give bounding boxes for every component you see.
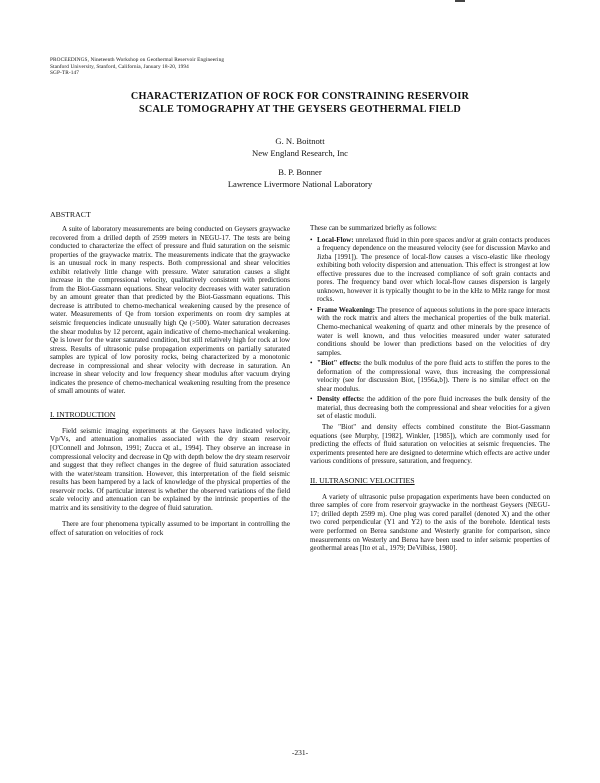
- summary-paragraph: The "Biot" and density effects combined constitute the Biot-Gassmann equations (see Murphy, [1982], Winkler, [1985]), which are commonly used for predicting the effects of fluid saturation on velocities at seismic frequencies. The experiments presented here are designed to determine which effects are active under various conditions of pressure, saturation, and frequency.: [310, 423, 550, 466]
- abstract-heading: ABSTRACT: [50, 210, 91, 219]
- author-2-affiliation: Lawrence Livermore National Laboratory: [227, 179, 373, 189]
- author-2-name: B. P. Bonner: [278, 167, 322, 177]
- bullet-icon: •: [310, 305, 313, 314]
- ultrasonic-paragraph: A variety of ultrasonic pulse propagation experiments have been conducted on three samples of core from reservoir graywacke in the northeast Geysers (NEGU-17; drilled depth 2599 m). One plug was cored parallel (denoted X) and the other two cored perpendicular (Y1 and Y2) to the axis of the borehole. Identical tests were performed on Berea sandstone and Westerly granite for comparison, since measurements on Westerly and Berea have been used to infer seismic properties of geothermal areas [Ito et al., 1979; DeVilbiss, 1980].: [310, 492, 550, 553]
- proceedings-header: [50, 57, 224, 77]
- bullet-term: Density effects:: [317, 395, 365, 404]
- bullet-text: unrelaxed fluid in thin pore spaces and/or at grain contacts produces a frequency dependence on the measured velocity (see for discussion Mavko and Jizba [1991]). The presence of local-flow causes a visco-elastic like rheology exhibiting both velocity dispersion and attenuation. This effect is strongest at low effective pressures due to the increased compliance of soft grain contacts and pores. The frequency band over which local-flow causes dispersion is largely unknown, however it is typically thought to be in the kHz to MHz range for most rocks.: [317, 235, 550, 304]
- proceedings-location: Stanford University, Stanford, California, January 18-20, 1994: [50, 63, 189, 70]
- bullet-text: The presence of aqueous solutions in the pore space interacts with the rock matrix and alters the mechanical properties of the bulk material. Chemo-mechanical weakening of quartz and other minerals by the presence of water is well known, and thus velocities measured under water saturated conditions should be lower than predictions based on the velocities of dry samples.: [317, 305, 550, 357]
- abstract-text: A suite of laboratory measurements are being conducted on Geysers graywacke recovered from a drilled depth of 2599 meters in NEGU-17. The tests are being conducted to characterize the effect of pressure and fluid saturation on the seismic properties of the graywacke matrix. The measurements indicate that the graywacke is an unusual rock in many respects. Both compressional and shear velocities exhibit relatively little change with pressure. Water saturation causes a slight increase in the compressional velocity, qualitatively consistent with predictions from the Biot-Gassmann equations. Shear velocity decreases with water saturation by an amount greater than that predicted by the Biot-Gassmann equations. This decrease is attributed to chemo-mechanical weakening caused by the presence of water. Measurements of Qe from torsion experiments on room dry samples at seismic frequencies indicate unusually high Qe (>500). Water saturation decreases the shear modulus by 12 percent, again indicative of chemo-mechanical weakening. Qe is lower for the water saturated condition, but still relatively high for rock at low stress. Results of ultrasonic pulse propagation experiments on partially saturated samples are typical of low porosity rocks, being characterized by a monotonic decrease in compressional and shear velocity with decrease in saturation. An increase in shear velocity and low frequency shear modulus after vacuum drying indicates the presence of chemo-mechanical weakening resulting from the presence of small amounts of water.: [50, 225, 290, 396]
- bullet-icon: •: [310, 395, 313, 404]
- bullet-density-effects: [310, 395, 550, 421]
- summary-lead: These can be summarized briefly as follows:: [310, 224, 437, 232]
- bullet-text: the addition of the pore fluid increases the bulk density of the material, thus decreasing both the compressional and shear velocities for a given set of elastic moduli.: [317, 395, 550, 421]
- bullet-text: the bulk modulus of the pore fluid acts to stiffen the pores to the deformation of the compressional wave, thus increasing the compressional velocity (see for discussion Biot, [1956a,b]). There is no similar effect on the shear modulus.: [317, 359, 550, 393]
- author-1-affiliation: New England Research, Inc: [252, 148, 348, 158]
- author-1-name: G. N. Boitnott: [275, 136, 325, 146]
- page-number: -231-: [291, 748, 309, 757]
- proceedings-line: PROCEEDINGS, Nineteenth Workshop on Geothermal Reservoir Engineering: [50, 57, 225, 63]
- bullet-term: Local-Flow:: [317, 235, 354, 244]
- introduction-paragraph-1: Field seismic imaging experiments at the Geysers have indicated velocity, Vp/Vs, and attenuation anomalies associated with the dry steam reservoir [O'Connell and Johnson, 1991; Zucca et al., 1994]. They observe an increase in compressional velocity and decrease in Qp with depth below the dry steam reservoir and suggest that they reflect changes in the degree of fluid saturation associated with the water/steam transition. However, this interpretation of the field seismic results has been hampered by a lack of knowledge of the physical properties of the reservoir rocks. Of particular interest is whether the observed variations of the field scale velocity and attenuation can be explained by the intrinsic properties of the matrix and its sensitivity to the degree of fluid saturation.: [50, 426, 290, 512]
- bullet-icon: •: [310, 359, 313, 368]
- right-column: [310, 224, 550, 553]
- bullet-icon: •: [310, 235, 313, 244]
- title-line-1: CHARACTERIZATION OF ROCK FOR CONSTRAINING RESERVOIR: [130, 91, 470, 102]
- ultrasonic-heading: II. ULTRASONIC VELOCITIES: [310, 475, 415, 485]
- report-number: SGP-TR-147: [50, 70, 79, 77]
- bullet-term: "Biot" effects:: [317, 359, 362, 368]
- scan-mark: [455, 0, 465, 2]
- bullet-term: Frame Weakening:: [317, 305, 376, 314]
- introduction-paragraph-2: There are four phenomena typically assumed to be important in controlling the effect of saturation on velocities of rock: [50, 520, 290, 537]
- title-line-2: SCALE TOMOGRAPHY AT THE GEYSERS GEOTHERMAL FIELD: [139, 103, 461, 115]
- bullet-biot-effects: [310, 359, 550, 393]
- introduction-heading: I. INTRODUCTION: [50, 409, 116, 419]
- bullet-local-flow: [310, 236, 550, 304]
- left-column: [50, 210, 290, 538]
- paper-title: [40, 91, 560, 116]
- bullet-frame-weakening: [310, 306, 550, 357]
